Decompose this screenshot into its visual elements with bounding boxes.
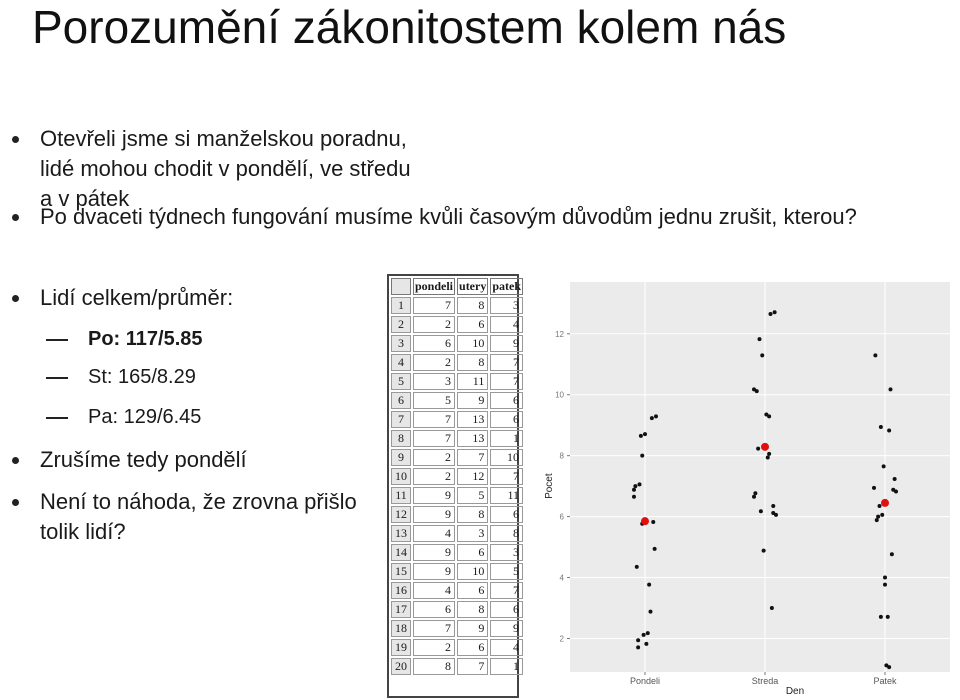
table-cell: 3 bbox=[490, 297, 523, 314]
table-row bbox=[391, 373, 523, 390]
data-point bbox=[873, 353, 877, 357]
data-point bbox=[889, 387, 893, 391]
table-row bbox=[391, 354, 523, 371]
table-cell: 11 bbox=[457, 373, 488, 390]
bullet-text: Lidí celkem/průměr: bbox=[40, 285, 234, 310]
column-header: utery bbox=[459, 279, 487, 293]
bullet-text: Zrušíme tedy pondělí bbox=[40, 447, 247, 472]
data-point bbox=[887, 665, 891, 669]
table-cell: 7 bbox=[490, 373, 523, 390]
table-cell: 3 bbox=[490, 544, 523, 561]
table-cell: 9 bbox=[413, 506, 455, 523]
bullet-dot-icon bbox=[12, 499, 19, 506]
data-point bbox=[893, 477, 897, 481]
data-point bbox=[643, 432, 647, 436]
row-index-cell: 14 bbox=[391, 544, 411, 561]
data-point bbox=[879, 615, 883, 619]
table-cell: 4 bbox=[413, 525, 455, 542]
table-header-row bbox=[391, 278, 523, 295]
table-row bbox=[391, 506, 523, 523]
data-point bbox=[644, 642, 648, 646]
data-point bbox=[882, 464, 886, 468]
data-point bbox=[753, 491, 757, 495]
table-cell: 6 bbox=[457, 639, 488, 656]
table-cell: 2 bbox=[413, 316, 455, 333]
table-cell: 6 bbox=[490, 392, 523, 409]
table-cell: 6 bbox=[457, 582, 488, 599]
table-row bbox=[391, 563, 523, 580]
table-cell: 7 bbox=[457, 449, 488, 466]
table-cell: 6 bbox=[490, 506, 523, 523]
data-point bbox=[756, 447, 760, 451]
table-cell: 6 bbox=[490, 411, 523, 428]
data-point bbox=[638, 482, 642, 486]
table-cell: 7 bbox=[413, 411, 455, 428]
bullet-dot-icon bbox=[12, 295, 19, 302]
data-point bbox=[879, 425, 883, 429]
data-point bbox=[654, 414, 658, 418]
table-row bbox=[391, 620, 523, 637]
y-tick-label: 8 bbox=[559, 451, 564, 461]
table-cell: 8 bbox=[457, 601, 488, 618]
data-point bbox=[646, 631, 650, 635]
x-tick-label: Streda bbox=[751, 676, 779, 686]
dash-icon bbox=[46, 339, 68, 341]
data-point bbox=[886, 615, 890, 619]
data-point bbox=[760, 353, 764, 357]
row-index-cell: 5 bbox=[391, 373, 411, 390]
subbullet-text: Pa: 129/6.45 bbox=[88, 406, 202, 428]
dash-icon bbox=[46, 417, 68, 419]
data-point bbox=[632, 495, 636, 499]
table-cell: 9 bbox=[413, 544, 455, 561]
table-cell: 5 bbox=[490, 563, 523, 580]
table-row bbox=[391, 525, 523, 542]
y-tick-label: 6 bbox=[559, 512, 564, 522]
bullet-dot-icon bbox=[12, 457, 19, 464]
table-cell: 6 bbox=[490, 601, 523, 618]
column-header: pondeli bbox=[415, 279, 454, 293]
table-row bbox=[391, 639, 523, 656]
row-index-cell: 6 bbox=[391, 392, 411, 409]
bullet-text: Otevřeli jsme si manželskou poradnu, lidé mohou chodit v pondělí, ve středu a v pátek bbox=[40, 126, 411, 211]
table-row bbox=[391, 430, 523, 447]
table-cell: 9 bbox=[457, 392, 488, 409]
table-cell: 7 bbox=[413, 297, 455, 314]
data-table bbox=[387, 274, 522, 698]
data-point bbox=[771, 504, 775, 508]
row-index-cell: 18 bbox=[391, 620, 411, 637]
table-row bbox=[391, 582, 523, 599]
data-point bbox=[774, 513, 778, 517]
data-point bbox=[887, 429, 891, 433]
row-index-cell: 20 bbox=[391, 658, 411, 675]
row-index-cell: 12 bbox=[391, 506, 411, 523]
y-tick-label: 12 bbox=[555, 329, 564, 339]
data-point bbox=[883, 583, 887, 587]
data-point bbox=[752, 495, 756, 499]
data-point bbox=[758, 337, 762, 341]
table-row bbox=[391, 487, 523, 504]
y-tick-label: 4 bbox=[559, 573, 564, 583]
table-row bbox=[391, 392, 523, 409]
table-cell: 12 bbox=[457, 468, 488, 485]
slide-title: Porozumění zákonitostem kolem nás bbox=[32, 1, 787, 53]
table-row bbox=[391, 335, 523, 352]
data-point bbox=[773, 310, 777, 314]
y-axis-label: Pocet bbox=[544, 473, 555, 499]
table-row bbox=[391, 658, 523, 675]
table-cell: 11 bbox=[490, 487, 523, 504]
row-index-cell: 19 bbox=[391, 639, 411, 656]
table-row bbox=[391, 468, 523, 485]
table-cell: 8 bbox=[413, 658, 455, 675]
table-cell: 13 bbox=[457, 430, 488, 447]
data-point bbox=[880, 513, 884, 517]
row-index-cell: 4 bbox=[391, 354, 411, 371]
data-point bbox=[876, 515, 880, 519]
bullet-dot-icon bbox=[12, 214, 19, 221]
data-point bbox=[890, 552, 894, 556]
data-point bbox=[766, 455, 770, 459]
table-corner bbox=[391, 278, 411, 295]
table-row bbox=[391, 316, 523, 333]
subbullet-text: St: 165/8.29 bbox=[88, 366, 196, 388]
y-tick-label: 10 bbox=[555, 390, 564, 400]
data-point bbox=[755, 389, 759, 393]
mean-point bbox=[761, 443, 769, 451]
row-index-cell: 8 bbox=[391, 430, 411, 447]
data-point bbox=[642, 633, 646, 637]
table-cell: 6 bbox=[413, 335, 455, 352]
x-tick-label: Pondeli bbox=[629, 676, 661, 686]
table-cell: 3 bbox=[457, 525, 488, 542]
data-point bbox=[653, 547, 657, 551]
table-cell: 10 bbox=[457, 563, 488, 580]
table-cell: 3 bbox=[413, 373, 455, 390]
table-cell: 10 bbox=[457, 335, 488, 352]
data-point bbox=[636, 645, 640, 649]
mean-point bbox=[881, 499, 889, 507]
y-tick-label: 2 bbox=[559, 634, 564, 644]
mean-point bbox=[641, 517, 649, 525]
subbullet-text: Po: 117/5.85 bbox=[88, 328, 203, 350]
table-cell: 4 bbox=[490, 316, 523, 333]
data-point bbox=[649, 610, 653, 614]
data-point bbox=[872, 486, 876, 490]
data-point bbox=[762, 549, 766, 553]
data-point bbox=[651, 520, 655, 524]
table-cell: 8 bbox=[490, 525, 523, 542]
table-cell: 6 bbox=[413, 601, 455, 618]
data-point bbox=[632, 488, 636, 492]
table-cell: 8 bbox=[457, 354, 488, 371]
row-index-cell: 10 bbox=[391, 468, 411, 485]
data-point bbox=[767, 414, 771, 418]
row-index-cell: 1 bbox=[391, 297, 411, 314]
table-cell: 7 bbox=[457, 658, 488, 675]
bullet-text: Není to náhoda, že zrovna přišlo tolik lidí? bbox=[40, 489, 357, 544]
table-cell: 13 bbox=[457, 411, 488, 428]
table-cell: 9 bbox=[490, 335, 523, 352]
row-index-cell: 3 bbox=[391, 335, 411, 352]
x-axis-label: Den bbox=[785, 686, 805, 694]
table-cell: 7 bbox=[490, 582, 523, 599]
row-index-cell: 17 bbox=[391, 601, 411, 618]
data-point bbox=[770, 606, 774, 610]
table-cell: 9 bbox=[413, 487, 455, 504]
table-cell: 4 bbox=[490, 639, 523, 656]
data-point bbox=[650, 416, 654, 420]
table-cell: 8 bbox=[457, 506, 488, 523]
table-cell: 1 bbox=[490, 658, 523, 675]
data-point bbox=[883, 576, 887, 580]
bullet-text: Po dvaceti týdnech fungování musíme kvůli časovým důvodům jednu zrušit, kterou? bbox=[40, 204, 857, 229]
data-point bbox=[875, 518, 879, 522]
attendance-table bbox=[389, 276, 525, 677]
bullet-dot-icon bbox=[12, 136, 19, 143]
table-cell: 6 bbox=[457, 316, 488, 333]
row-index-cell: 15 bbox=[391, 563, 411, 580]
table-row bbox=[391, 411, 523, 428]
row-index-cell: 13 bbox=[391, 525, 411, 542]
table-body bbox=[391, 297, 523, 675]
table-cell: 7 bbox=[490, 468, 523, 485]
data-point bbox=[769, 312, 773, 316]
table-cell: 1 bbox=[490, 430, 523, 447]
scatter-chart bbox=[540, 282, 950, 694]
table-row bbox=[391, 297, 523, 314]
data-point bbox=[640, 454, 644, 458]
row-index-cell: 11 bbox=[391, 487, 411, 504]
row-index-cell: 9 bbox=[391, 449, 411, 466]
data-point bbox=[633, 484, 637, 488]
table-cell: 2 bbox=[413, 639, 455, 656]
table-cell: 2 bbox=[413, 468, 455, 485]
table-cell: 2 bbox=[413, 449, 455, 466]
table-cell: 4 bbox=[413, 582, 455, 599]
data-point bbox=[639, 434, 643, 438]
column-header: patek bbox=[492, 279, 522, 293]
table-cell: 2 bbox=[413, 354, 455, 371]
data-point bbox=[894, 489, 898, 493]
table-cell: 5 bbox=[413, 392, 455, 409]
table-cell: 10 bbox=[490, 449, 523, 466]
table-row bbox=[391, 601, 523, 618]
dash-icon bbox=[46, 377, 68, 379]
data-point bbox=[759, 509, 763, 513]
table-cell: 7 bbox=[413, 620, 455, 637]
table-cell: 9 bbox=[413, 563, 455, 580]
table-cell: 9 bbox=[490, 620, 523, 637]
data-point bbox=[636, 638, 640, 642]
row-index-cell: 2 bbox=[391, 316, 411, 333]
data-point bbox=[878, 504, 882, 508]
table-row bbox=[391, 449, 523, 466]
data-point bbox=[647, 583, 651, 587]
table-cell: 5 bbox=[457, 487, 488, 504]
table-cell: 8 bbox=[457, 297, 488, 314]
table-cell: 7 bbox=[490, 354, 523, 371]
x-tick-label: Patek bbox=[873, 676, 897, 686]
table-cell: 9 bbox=[457, 620, 488, 637]
data-point bbox=[767, 452, 771, 456]
row-index-cell: 7 bbox=[391, 411, 411, 428]
table-cell: 7 bbox=[413, 430, 455, 447]
row-index-cell: 16 bbox=[391, 582, 411, 599]
data-point bbox=[635, 565, 639, 569]
table-cell: 6 bbox=[457, 544, 488, 561]
table-row bbox=[391, 544, 523, 561]
